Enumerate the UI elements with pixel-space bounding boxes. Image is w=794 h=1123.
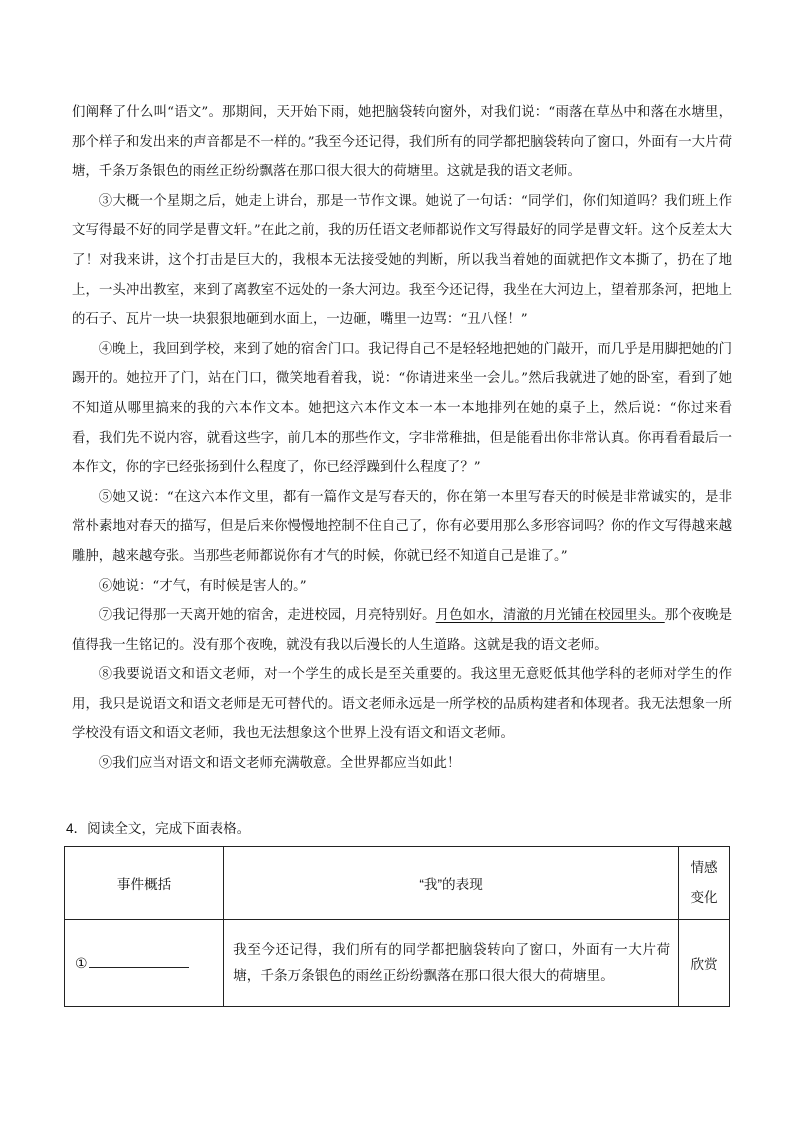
event-answer-cell[interactable] (65, 920, 224, 1007)
table-row (65, 920, 730, 1007)
header-emotion-change (679, 847, 730, 920)
question-prompt: 4．阅读全文，完成下面表格。 (66, 821, 251, 836)
paragraph-9: ⑨我们应当对语文和语文老师充满敬意。全世界都应当如此！ (98, 756, 461, 772)
paragraph-7-end: 那个夜晚是值得我一生铭记的。没有那个夜晚，就没有我以后漫长的人生道路。这就是我的语文老师。 (72, 608, 733, 653)
header-my-performance: “我”的表现 (224, 847, 679, 920)
reading-passage (72, 98, 732, 779)
underlined-sentence: 月色如水，清澈的月光铺在校园里头。 (435, 608, 665, 624)
paragraph-continued: 们阐释了什么叫“语文”。那期间，天开始下雨，她把脑袋转向窗外，对我们说：“雨落在草丛中和落在水塘里，那个样子和发出来的声音都是不一样的。”我至今还记得，我们所有的同学都把脑袋转向了窗口，外面有一大片荷塘，千条万条银色的雨丝正纷纷飘落在那口很大很大的荷塘里。这就是我的语文老师。 (72, 105, 732, 180)
header-event-summary: 事件概括 (65, 847, 224, 920)
paragraph-8: ⑧我要说语文和语文老师，对一个学生的成长是至关重要的。我这里无意贬低其他学科的老师对学生的作用，我只是说语文和语文老师是无可替代的。语文老师永远是一所学校的品质构建者和体现者。我无法想象一所学校没有语文和语文老师，我也无法想象这个世界上没有语文和语文老师。 (72, 667, 732, 742)
paragraph-7-start: ⑦我记得那一天离开她的宿舍，走进校园，月亮特别好。 (98, 608, 436, 624)
answer-blank-line[interactable] (89, 955, 189, 968)
performance-cell: 我至今还记得，我们所有的同学都把脑袋转向了窗口，外面有一大片荷塘，千条万条银色的雨丝正纷纷飘落在那口很大很大的荷塘里。 (224, 920, 679, 1007)
header-emotion-line2: 变化 (690, 890, 718, 905)
paragraph-5: ⑤她又说：“在这六本作文里，都有一篇作文是写春天的，你在第一本里写春天的时候是非常诚实的，是非常朴素地对春天的描写，但是后来你慢慢地控制不住自己了，你有必要用那么多形容词吗？你的作文写得越来越雕肿，越来越夸张。当那些老师都说你有才气的时候，你就已经不知道自己是谁了。” (72, 489, 732, 564)
circled-number-1: ① (75, 955, 88, 972)
answer-table (64, 846, 730, 1007)
table-header-row (65, 847, 730, 920)
paragraph-7 (72, 601, 732, 660)
header-emotion-line1: 情感 (690, 860, 718, 875)
paragraph-6: ⑥她说：“才气，有时候是害人的。” (98, 578, 307, 594)
paragraph-3: ③大概一个星期之后，她走上讲台，那是一节作文课。她说了一句话：“同学们，你们知道吗？我们班上作文写得最不好的同学是曹文轩。”在此之前，我的历任语文老师都说作文写得最好的同学是曹文轩。这个反差太大了！对我来讲，这个打击是巨大的，我根本无法接受她的判断，所以我当着她的面就把作文本撕了，扔在了地上，一头冲出教室，来到了离教室不远处的一条大河边。我至今还记得，我坐在大河边上，望着那条河，把地上的石子、瓦片一块一块狠狠地砸到水面上，一边砸，嘴里一边骂：“丑八怪！” (72, 193, 732, 328)
paragraph-4: ④晚上，我回到学校，来到了她的宿舍门口。我记得自己不是轻轻地把她的门敲开，而几乎是用脚把她的门踢开的。她拉开了门，站在门口，微笑地看着我，说：“你请进来坐一会儿。”然后我就进了她的卧室，看到了她不知道从哪里搞来的我的六本作文本。她把这六本作文本一本一本地排列在她的桌子上，然后说：“你过来看看，我们先不说内容，就看这些字，前几本的那些作文，字非常稚拙，但是能看出你非常认真。你再看看最后一本作文，你的字已经张扬到什么程度了，你已经浮躁到什么程度了？” (72, 341, 732, 476)
emotion-cell: 欣赏 (679, 920, 730, 1007)
